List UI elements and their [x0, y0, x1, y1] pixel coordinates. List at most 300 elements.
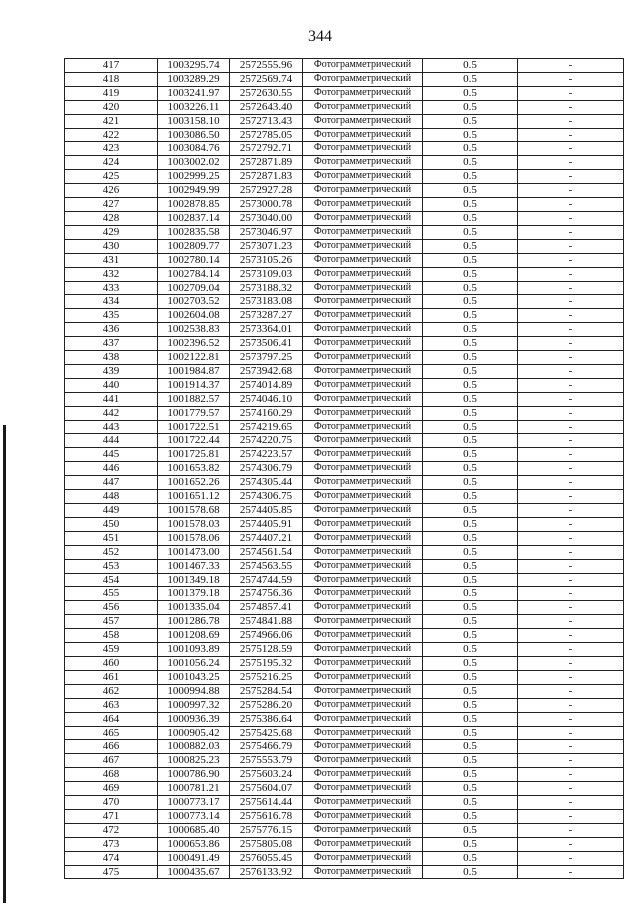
x-coordinate-cell: 1000905.42 [158, 726, 230, 740]
table-row [65, 587, 624, 601]
note-cell: - [518, 796, 624, 810]
note-cell: - [518, 72, 624, 86]
note-cell: - [518, 865, 624, 879]
y-coordinate-cell: 2575128.59 [230, 643, 303, 657]
x-coordinate-cell: 1000773.17 [158, 796, 230, 810]
y-coordinate-cell: 2574407.21 [230, 531, 303, 545]
x-coordinate-cell: 1003295.74 [158, 59, 230, 73]
table-row [65, 351, 624, 365]
y-coordinate-cell: 2573000.78 [230, 198, 303, 212]
method-cell: Фотограмметрический [303, 100, 423, 114]
x-coordinate-cell: 1002949.99 [158, 184, 230, 198]
y-coordinate-cell: 2574563.55 [230, 559, 303, 573]
method-cell: Фотограмметрический [303, 198, 423, 212]
note-cell: - [518, 823, 624, 837]
method-cell: Фотограмметрический [303, 434, 423, 448]
y-coordinate-cell: 2574306.79 [230, 462, 303, 476]
method-cell: Фотограмметрический [303, 823, 423, 837]
accuracy-cell: 0.5 [423, 267, 518, 281]
x-coordinate-cell: 1001882.57 [158, 392, 230, 406]
x-coordinate-cell: 1002784.14 [158, 267, 230, 281]
table-row [65, 809, 624, 823]
method-cell: Фотограмметрический [303, 128, 423, 142]
note-cell: - [518, 211, 624, 225]
note-cell: - [518, 156, 624, 170]
table-row [65, 531, 624, 545]
accuracy-cell: 0.5 [423, 517, 518, 531]
point-number-cell: 426 [65, 184, 158, 198]
table-row [65, 211, 624, 225]
note-cell: - [518, 295, 624, 309]
accuracy-cell: 0.5 [423, 295, 518, 309]
method-cell: Фотограмметрический [303, 768, 423, 782]
point-number-cell: 438 [65, 351, 158, 365]
note-cell: - [518, 114, 624, 128]
x-coordinate-cell: 1003158.10 [158, 114, 230, 128]
table-row [65, 545, 624, 559]
accuracy-cell: 0.5 [423, 392, 518, 406]
note-cell: - [518, 351, 624, 365]
y-coordinate-cell: 2572569.74 [230, 72, 303, 86]
accuracy-cell: 0.5 [423, 712, 518, 726]
table-row [65, 476, 624, 490]
x-coordinate-cell: 1001335.04 [158, 601, 230, 615]
accuracy-cell: 0.5 [423, 86, 518, 100]
table-row [65, 378, 624, 392]
y-coordinate-cell: 2574841.88 [230, 615, 303, 629]
point-number-cell: 442 [65, 406, 158, 420]
y-coordinate-cell: 2574857.41 [230, 601, 303, 615]
note-cell: - [518, 434, 624, 448]
note-cell: - [518, 754, 624, 768]
y-coordinate-cell: 2575386.64 [230, 712, 303, 726]
point-number-cell: 470 [65, 796, 158, 810]
y-coordinate-cell: 2572871.83 [230, 170, 303, 184]
method-cell: Фотограмметрический [303, 740, 423, 754]
accuracy-cell: 0.5 [423, 809, 518, 823]
table-row [65, 420, 624, 434]
y-coordinate-cell: 2572927.28 [230, 184, 303, 198]
note-cell: - [518, 462, 624, 476]
method-cell: Фотограмметрический [303, 211, 423, 225]
note-cell: - [518, 337, 624, 351]
note-cell: - [518, 643, 624, 657]
y-coordinate-cell: 2574219.65 [230, 420, 303, 434]
accuracy-cell: 0.5 [423, 754, 518, 768]
accuracy-cell: 0.5 [423, 364, 518, 378]
note-cell: - [518, 253, 624, 267]
coordinates-table [64, 58, 624, 879]
point-number-cell: 440 [65, 378, 158, 392]
accuracy-cell: 0.5 [423, 281, 518, 295]
x-coordinate-cell: 1001653.82 [158, 462, 230, 476]
accuracy-cell: 0.5 [423, 504, 518, 518]
x-coordinate-cell: 1001722.51 [158, 420, 230, 434]
point-number-cell: 452 [65, 545, 158, 559]
accuracy-cell: 0.5 [423, 615, 518, 629]
y-coordinate-cell: 2576055.45 [230, 851, 303, 865]
x-coordinate-cell: 1002538.83 [158, 323, 230, 337]
table-row [65, 504, 624, 518]
point-number-cell: 418 [65, 72, 158, 86]
x-coordinate-cell: 1003084.76 [158, 142, 230, 156]
point-number-cell: 469 [65, 782, 158, 796]
table-row [65, 128, 624, 142]
y-coordinate-cell: 2572871.89 [230, 156, 303, 170]
point-number-cell: 457 [65, 615, 158, 629]
note-cell: - [518, 629, 624, 643]
method-cell: Фотограмметрический [303, 72, 423, 86]
table-row [65, 86, 624, 100]
x-coordinate-cell: 1001722.44 [158, 434, 230, 448]
table-row [65, 100, 624, 114]
note-cell: - [518, 281, 624, 295]
y-coordinate-cell: 2573109.03 [230, 267, 303, 281]
table-row [65, 684, 624, 698]
point-number-cell: 437 [65, 337, 158, 351]
x-coordinate-cell: 1000882.03 [158, 740, 230, 754]
note-cell: - [518, 809, 624, 823]
method-cell: Фотограмметрический [303, 476, 423, 490]
x-coordinate-cell: 1001578.03 [158, 517, 230, 531]
method-cell: Фотограмметрический [303, 545, 423, 559]
table-row [65, 837, 624, 851]
note-cell: - [518, 86, 624, 100]
x-coordinate-cell: 1000653.86 [158, 837, 230, 851]
table-row [65, 851, 624, 865]
accuracy-cell: 0.5 [423, 865, 518, 879]
note-cell: - [518, 406, 624, 420]
accuracy-cell: 0.5 [423, 253, 518, 267]
y-coordinate-cell: 2574305.44 [230, 476, 303, 490]
x-coordinate-cell: 1002878.85 [158, 198, 230, 212]
y-coordinate-cell: 2572643.40 [230, 100, 303, 114]
y-coordinate-cell: 2574160.29 [230, 406, 303, 420]
x-coordinate-cell: 1001651.12 [158, 490, 230, 504]
point-number-cell: 429 [65, 225, 158, 239]
table-row [65, 295, 624, 309]
note-cell: - [518, 59, 624, 73]
y-coordinate-cell: 2572713.43 [230, 114, 303, 128]
accuracy-cell: 0.5 [423, 128, 518, 142]
table-row [65, 823, 624, 837]
x-coordinate-cell: 1001349.18 [158, 573, 230, 587]
note-cell: - [518, 267, 624, 281]
point-number-cell: 455 [65, 587, 158, 601]
x-coordinate-cell: 1003002.02 [158, 156, 230, 170]
note-cell: - [518, 392, 624, 406]
note-cell: - [518, 448, 624, 462]
y-coordinate-cell: 2572630.55 [230, 86, 303, 100]
y-coordinate-cell: 2575805.08 [230, 837, 303, 851]
table-row [65, 323, 624, 337]
method-cell: Фотограмметрический [303, 587, 423, 601]
accuracy-cell: 0.5 [423, 211, 518, 225]
y-coordinate-cell: 2575603.24 [230, 768, 303, 782]
method-cell: Фотограмметрический [303, 559, 423, 573]
y-coordinate-cell: 2575216.25 [230, 670, 303, 684]
y-coordinate-cell: 2573105.26 [230, 253, 303, 267]
point-number-cell: 433 [65, 281, 158, 295]
note-cell: - [518, 740, 624, 754]
note-cell: - [518, 517, 624, 531]
table-row [65, 225, 624, 239]
note-cell: - [518, 726, 624, 740]
method-cell: Фотограмметрический [303, 184, 423, 198]
accuracy-cell: 0.5 [423, 684, 518, 698]
accuracy-cell: 0.5 [423, 768, 518, 782]
accuracy-cell: 0.5 [423, 198, 518, 212]
x-coordinate-cell: 1001652.26 [158, 476, 230, 490]
y-coordinate-cell: 2573506.41 [230, 337, 303, 351]
accuracy-cell: 0.5 [423, 476, 518, 490]
method-cell: Фотограмметрический [303, 420, 423, 434]
y-coordinate-cell: 2575616.78 [230, 809, 303, 823]
accuracy-cell: 0.5 [423, 59, 518, 73]
table-row [65, 267, 624, 281]
note-cell: - [518, 559, 624, 573]
method-cell: Фотограмметрический [303, 364, 423, 378]
x-coordinate-cell: 1001093.89 [158, 643, 230, 657]
note-cell: - [518, 100, 624, 114]
method-cell: Фотограмметрический [303, 851, 423, 865]
point-number-cell: 474 [65, 851, 158, 865]
x-coordinate-cell: 1001467.33 [158, 559, 230, 573]
y-coordinate-cell: 2575604.07 [230, 782, 303, 796]
table-row [65, 782, 624, 796]
table-row [65, 601, 624, 615]
table-row [65, 239, 624, 253]
table-row [65, 712, 624, 726]
point-number-cell: 468 [65, 768, 158, 782]
note-cell: - [518, 545, 624, 559]
method-cell: Фотограмметрический [303, 684, 423, 698]
note-cell: - [518, 573, 624, 587]
method-cell: Фотограмметрический [303, 656, 423, 670]
y-coordinate-cell: 2574966.06 [230, 629, 303, 643]
method-cell: Фотограмметрический [303, 59, 423, 73]
accuracy-cell: 0.5 [423, 351, 518, 365]
accuracy-cell: 0.5 [423, 837, 518, 851]
y-coordinate-cell: 2574014.89 [230, 378, 303, 392]
y-coordinate-cell: 2576133.92 [230, 865, 303, 879]
method-cell: Фотограмметрический [303, 156, 423, 170]
x-coordinate-cell: 1003086.50 [158, 128, 230, 142]
accuracy-cell: 0.5 [423, 225, 518, 239]
method-cell: Фотограмметрический [303, 517, 423, 531]
method-cell: Фотограмметрический [303, 726, 423, 740]
accuracy-cell: 0.5 [423, 643, 518, 657]
point-number-cell: 473 [65, 837, 158, 851]
note-cell: - [518, 198, 624, 212]
x-coordinate-cell: 1001914.37 [158, 378, 230, 392]
method-cell: Фотограмметрический [303, 462, 423, 476]
x-coordinate-cell: 1003226.11 [158, 100, 230, 114]
method-cell: Фотограмметрический [303, 490, 423, 504]
accuracy-cell: 0.5 [423, 462, 518, 476]
point-number-cell: 422 [65, 128, 158, 142]
note-cell: - [518, 768, 624, 782]
method-cell: Фотограмметрический [303, 309, 423, 323]
point-number-cell: 459 [65, 643, 158, 657]
x-coordinate-cell: 1000994.88 [158, 684, 230, 698]
method-cell: Фотограмметрический [303, 670, 423, 684]
method-cell: Фотограмметрический [303, 253, 423, 267]
note-cell: - [518, 142, 624, 156]
x-coordinate-cell: 1002780.14 [158, 253, 230, 267]
note-cell: - [518, 782, 624, 796]
accuracy-cell: 0.5 [423, 378, 518, 392]
x-coordinate-cell: 1000997.32 [158, 698, 230, 712]
point-number-cell: 458 [65, 629, 158, 643]
point-number-cell: 464 [65, 712, 158, 726]
method-cell: Фотограмметрический [303, 351, 423, 365]
table-row [65, 559, 624, 573]
accuracy-cell: 0.5 [423, 420, 518, 434]
table-row [65, 754, 624, 768]
x-coordinate-cell: 1001984.87 [158, 364, 230, 378]
y-coordinate-cell: 2573188.32 [230, 281, 303, 295]
point-number-cell: 471 [65, 809, 158, 823]
x-coordinate-cell: 1001578.68 [158, 504, 230, 518]
table-row [65, 72, 624, 86]
method-cell: Фотограмметрический [303, 86, 423, 100]
table-row [65, 629, 624, 643]
accuracy-cell: 0.5 [423, 740, 518, 754]
y-coordinate-cell: 2573797.25 [230, 351, 303, 365]
y-coordinate-cell: 2572785.05 [230, 128, 303, 142]
table-row [65, 490, 624, 504]
note-cell: - [518, 656, 624, 670]
point-number-cell: 443 [65, 420, 158, 434]
note-cell: - [518, 476, 624, 490]
x-coordinate-cell: 1001043.25 [158, 670, 230, 684]
method-cell: Фотограмметрический [303, 698, 423, 712]
method-cell: Фотограмметрический [303, 629, 423, 643]
y-coordinate-cell: 2574223.57 [230, 448, 303, 462]
accuracy-cell: 0.5 [423, 670, 518, 684]
point-number-cell: 425 [65, 170, 158, 184]
method-cell: Фотограмметрический [303, 378, 423, 392]
method-cell: Фотограмметрический [303, 142, 423, 156]
y-coordinate-cell: 2573364.01 [230, 323, 303, 337]
point-number-cell: 431 [65, 253, 158, 267]
method-cell: Фотограмметрический [303, 267, 423, 281]
table-row [65, 796, 624, 810]
point-number-cell: 451 [65, 531, 158, 545]
accuracy-cell: 0.5 [423, 337, 518, 351]
table-row [65, 142, 624, 156]
note-cell: - [518, 587, 624, 601]
point-number-cell: 466 [65, 740, 158, 754]
point-number-cell: 434 [65, 295, 158, 309]
accuracy-cell: 0.5 [423, 72, 518, 86]
table-row [65, 768, 624, 782]
point-number-cell: 432 [65, 267, 158, 281]
page-number: 344 [308, 28, 332, 45]
method-cell: Фотограмметрический [303, 392, 423, 406]
method-cell: Фотограмметрический [303, 782, 423, 796]
point-number-cell: 423 [65, 142, 158, 156]
point-number-cell: 448 [65, 490, 158, 504]
point-number-cell: 460 [65, 656, 158, 670]
point-number-cell: 424 [65, 156, 158, 170]
accuracy-cell: 0.5 [423, 796, 518, 810]
point-number-cell: 421 [65, 114, 158, 128]
method-cell: Фотограмметрический [303, 643, 423, 657]
table-row [65, 434, 624, 448]
note-cell: - [518, 670, 624, 684]
y-coordinate-cell: 2573046.97 [230, 225, 303, 239]
accuracy-cell: 0.5 [423, 239, 518, 253]
point-number-cell: 462 [65, 684, 158, 698]
table-row [65, 656, 624, 670]
method-cell: Фотограмметрический [303, 712, 423, 726]
method-cell: Фотограмметрический [303, 114, 423, 128]
x-coordinate-cell: 1002396.52 [158, 337, 230, 351]
x-coordinate-cell: 1001725.81 [158, 448, 230, 462]
table-row [65, 253, 624, 267]
point-number-cell: 420 [65, 100, 158, 114]
note-cell: - [518, 684, 624, 698]
point-number-cell: 456 [65, 601, 158, 615]
x-coordinate-cell: 1001208.69 [158, 629, 230, 643]
note-cell: - [518, 184, 624, 198]
accuracy-cell: 0.5 [423, 434, 518, 448]
method-cell: Фотограмметрический [303, 337, 423, 351]
point-number-cell: 419 [65, 86, 158, 100]
method-cell: Фотограмметрический [303, 573, 423, 587]
accuracy-cell: 0.5 [423, 448, 518, 462]
coordinates-table-body [65, 59, 624, 879]
table-row [65, 337, 624, 351]
table-row [65, 643, 624, 657]
note-cell: - [518, 309, 624, 323]
y-coordinate-cell: 2573071.23 [230, 239, 303, 253]
point-number-cell: 427 [65, 198, 158, 212]
point-number-cell: 475 [65, 865, 158, 879]
accuracy-cell: 0.5 [423, 114, 518, 128]
accuracy-cell: 0.5 [423, 573, 518, 587]
x-coordinate-cell: 1000685.40 [158, 823, 230, 837]
table-row [65, 309, 624, 323]
note-cell: - [518, 323, 624, 337]
x-coordinate-cell: 1000435.67 [158, 865, 230, 879]
x-coordinate-cell: 1000936.39 [158, 712, 230, 726]
point-number-cell: 453 [65, 559, 158, 573]
table-row [65, 462, 624, 476]
y-coordinate-cell: 2575614.44 [230, 796, 303, 810]
table-row [65, 59, 624, 73]
method-cell: Фотограмметрический [303, 601, 423, 615]
x-coordinate-cell: 1001286.78 [158, 615, 230, 629]
point-number-cell: 430 [65, 239, 158, 253]
table-row [65, 364, 624, 378]
y-coordinate-cell: 2574756.36 [230, 587, 303, 601]
x-coordinate-cell: 1002835.58 [158, 225, 230, 239]
y-coordinate-cell: 2573287.27 [230, 309, 303, 323]
table-row [65, 698, 624, 712]
accuracy-cell: 0.5 [423, 406, 518, 420]
accuracy-cell: 0.5 [423, 545, 518, 559]
table-row [65, 573, 624, 587]
y-coordinate-cell: 2575553.79 [230, 754, 303, 768]
table-row [65, 448, 624, 462]
note-cell: - [518, 420, 624, 434]
x-coordinate-cell: 1001379.18 [158, 587, 230, 601]
method-cell: Фотограмметрический [303, 504, 423, 518]
y-coordinate-cell: 2573183.08 [230, 295, 303, 309]
